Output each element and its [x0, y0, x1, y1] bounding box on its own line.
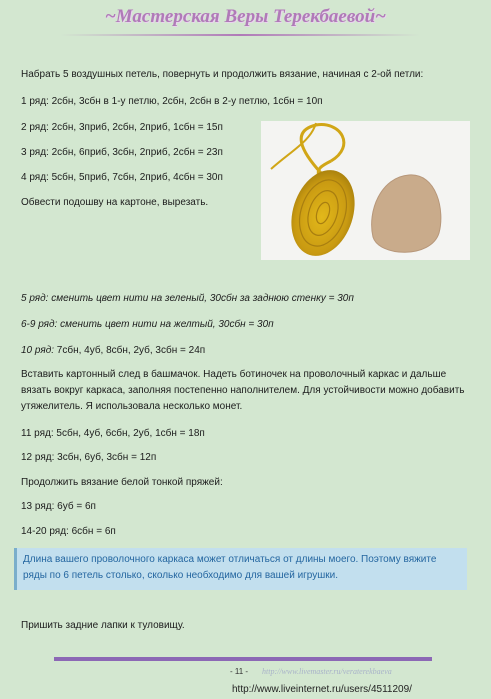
page-number: - 11 - — [230, 667, 249, 676]
note-text: Длина вашего проволочного каркаса может отличаться от длины моего. Поэтому вяжите ряды по 6 петель столько, сколько необходимо для вашей игрушки. — [23, 554, 437, 581]
white-yarn-instruction: Продолжить вязание белой тонкой пряжей: — [21, 477, 223, 488]
page-title: ~Мастерская Веры Терекбаевой~ — [104, 6, 386, 27]
row-11: 11 ряд: 5сбн, 4уб, 6сбн, 2уб, 1сбн = 18п — [21, 428, 205, 439]
crochet-sole-image — [261, 121, 470, 260]
row-10: 10 ряд: 7сбн, 4уб, 8сбн, 2уб, 3сбн = 24п — [21, 345, 206, 356]
insert-instruction: Вставить картонный след в башмачок. Надеть ботиночек на проволочный каркас и дальше вязать вокруг каркаса, заполняя постепенно наполнителем. Для устойчивости можно добавить утяжелитель. Я использовала несколько монет. — [21, 369, 465, 412]
row-12: 12 ряд: 3сбн, 6уб, 3сбн = 12п — [21, 452, 157, 463]
row-1: 1 ряд: 2сбн, 3сбн в 1-у петлю, 2сбн, 2сбн в 2-у петлю, 1сбн = 10п — [21, 96, 323, 107]
row-5: 5 ряд: сменить цвет нити на зеленый, 30сбн за заднюю стенку = 30п — [21, 293, 354, 304]
row-4: 4 ряд: 5сбн, 5приб, 7сбн, 2приб, 4сбн = 30п — [21, 172, 223, 183]
sew-instruction: Пришить задние лапки к туловищу. — [21, 620, 185, 631]
footer-divider — [54, 657, 432, 661]
watermark-url: http://www.liveinternet.ru/users/4511209/ — [232, 684, 412, 695]
note-box — [14, 548, 467, 590]
row-3: 3 ряд: 2сбн, 6приб, 3сбн, 2приб, 2сбн = 23п — [21, 147, 223, 158]
row-14-20: 14-20 ряд: 6сбн = 6п — [21, 526, 116, 537]
row-2: 2 ряд: 2сбн, 3приб, 2сбн, 2приб, 1сбн = 15п — [21, 122, 223, 133]
footer-url[interactable]: http://www.livemaster.ru/veraterekbaeva — [262, 667, 392, 676]
header-divider — [60, 34, 420, 36]
row-6-9: 6-9 ряд: сменить цвет нити на желтый, 30сбн = 30п — [21, 319, 274, 330]
sole-instruction: Обвести подошву на картоне, вырезать. — [21, 197, 209, 208]
row-13: 13 ряд: 6уб = 6п — [21, 501, 96, 512]
sole-photo — [261, 121, 470, 260]
intro-text: Набрать 5 воздушных петель, повернуть и продолжить вязание, начиная с 2-ой петли: — [21, 69, 424, 80]
